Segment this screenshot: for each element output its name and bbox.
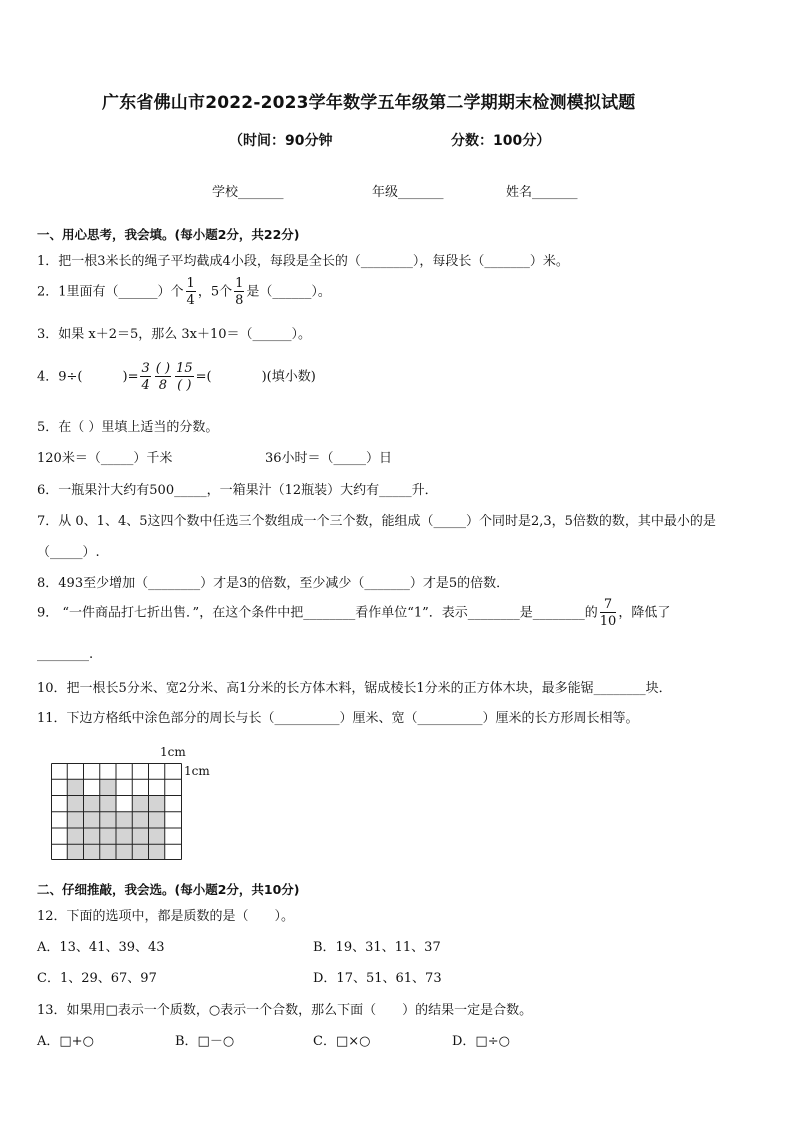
question-8: 8．493至少增加（________）才是3的倍数，至少减少（_______）才是5的倍数． (37, 576, 510, 591)
question-5: 5．在（ ）里填上适当的分数。 (37, 420, 219, 435)
section-2-heading: 二、仔细推敲，我会选。(每小题2分，共10分) (37, 882, 300, 897)
question-2: 2．1里面有（______）个 $\frac{1}{4}$ ，5个 $\frac{1}{8}$ 是（______）。 (37, 276, 331, 308)
question-9-line-2: ________. (37, 647, 94, 662)
question-5b: 36小时＝（_____）日 (265, 451, 393, 466)
fraction-one-eighth: $\frac{1}{8}$ (235, 276, 244, 308)
grade-field: 年级_______ (372, 185, 444, 200)
name-field: 姓名_______ (506, 185, 578, 200)
question-6: 6．一瓶果汁大约有500_____，一箱果汁（12瓶装）大约有_____升． (37, 483, 438, 498)
question-3: 3．如果 x＋2＝5，那么 3x＋10＝（______）。 (37, 327, 312, 342)
question-7-line-1: 7．从 0、1、4、5这四个数中任选三个数组成一个三个数，能组成（_____）个同时是2,3，5倍数的数，其中最小的是 (37, 514, 716, 529)
question-12: 12．下面的选项中，都是质数的是（ ）。 (37, 909, 295, 924)
exam-score: 分数：100分） (451, 133, 551, 149)
grid-label-side: 1cm (184, 764, 210, 778)
question-12-option-b: B．19、31、11、37 (313, 940, 441, 955)
question-13: 13．如果用□表示一个质数，○表示一个合数，那么下面（ ）的结果一定是合数。 (37, 1003, 533, 1018)
grid-label-top: 1cm (160, 745, 186, 759)
question-13-option-a: A．□+○ (37, 1034, 94, 1049)
fraction-seven-tenths: $\frac{7}{10}$ (599, 597, 617, 629)
question-12-option-a: A．13、41、39、43 (37, 940, 165, 955)
question-7-line-2: （_____）. (37, 545, 100, 560)
grid-figure (51, 763, 183, 861)
page-title: 广东省佛山市2022-2023学年数学五年级第二学期期末检测模拟试题 (102, 93, 636, 113)
question-13-option-d: D．□÷○ (452, 1034, 510, 1049)
question-13-option-b: B．□－○ (175, 1034, 235, 1049)
fraction-one-quarter: $\frac{1}{4}$ (186, 276, 195, 308)
school-field: 学校_______ (212, 185, 284, 200)
question-1: 1．把一根3米长的绳子平均截成4小段，每段是全长的（________），每段长（_______）米。 (37, 254, 569, 269)
question-10: 10．把一根长5分米、宽2分米、高1分米的长方体木料，锯成棱长1分米的正方体木块，最多能锯________块． (37, 681, 672, 696)
question-4: 4．9÷( )= $\frac{3}{4}$ $\frac{( )}{8}$ $\frac{15}{( )}$ =( )(填小数) (37, 361, 316, 393)
question-11: 11．下边方格纸中涂色部分的周长与长（__________）厘米、宽（__________）厘米的长方形周长相等。 (37, 711, 639, 726)
question-12-option-c: C．1、29、67、97 (37, 971, 157, 986)
question-5a: 120米＝（_____）千米 (37, 451, 173, 466)
exam-time: （时间：90分钟 (229, 133, 333, 149)
question-9: 9． “一件商品打七折出售．”，在这个条件中把________看作单位“1”．表示________是________的 $\frac{7}{10}$ ，降低了 (37, 597, 671, 629)
question-12-option-d: D．17、51、61、73 (313, 971, 442, 986)
section-1-heading: 一、用心思考，我会填。(每小题2分，共22分) (37, 227, 300, 242)
question-13-option-c: C．□×○ (313, 1034, 371, 1049)
